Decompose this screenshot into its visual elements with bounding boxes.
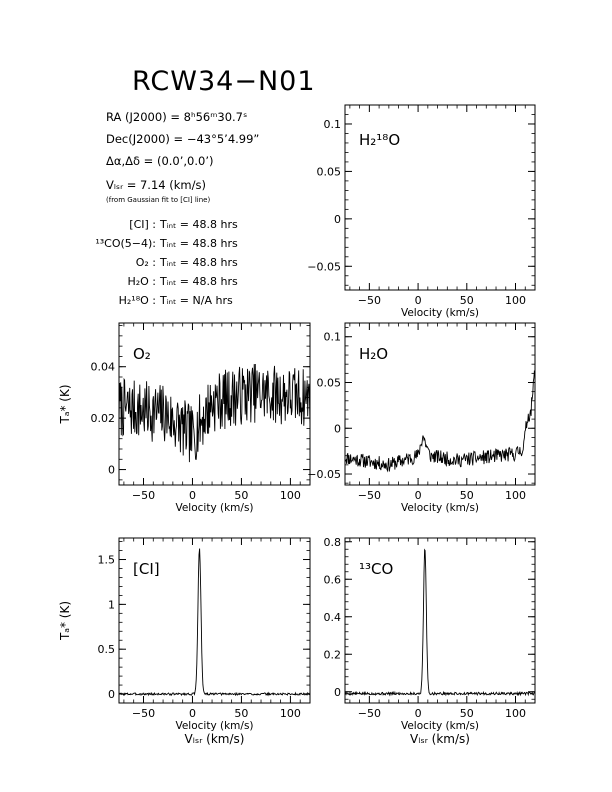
y-tick-label: 0.4 [323,610,341,624]
ra-readout: RA (J2000) = 8ʰ56ᵐ30.7ˢ [106,110,248,124]
x-tick-label: 50 [234,707,249,720]
x-tick-label: −50 [357,707,381,720]
y-tick-label: 0.04 [90,360,115,374]
x-tick-label: 100 [505,707,527,720]
x-tick-label: −50 [357,489,381,502]
x-tick-label: 50 [459,489,474,502]
x-tick-label: 0 [414,489,422,502]
y-tick-label: 0 [334,685,341,699]
y-tick-label: 0 [334,422,341,436]
species-label: O₂ [133,345,151,363]
dec-readout: Dec(J2000) = −43°5’4.99” [106,132,260,146]
y-tick-label: 0.2 [323,648,341,662]
y-tick-label: 0.5 [97,643,115,657]
x-tick-label: 0 [414,294,422,307]
y-tick-label: −0.05 [307,260,341,274]
vlsr-note: (from Gaussian fit to [CI] line) [106,196,211,204]
x-tick-label: −50 [131,707,156,720]
x-tick-label: 0 [188,489,196,502]
integration-time-value: Tᵢₙₜ = 48.8 hrs [160,256,238,269]
x-tick-label: 50 [459,707,474,720]
y-tick-label: 0.05 [316,376,341,390]
integration-time-value: Tᵢₙₜ = 48.8 hrs [160,275,238,288]
y-tick-label: 0 [108,463,115,477]
x-axis-label: Velocity (km/s) [175,720,254,732]
y-tick-label: 0 [334,212,341,226]
y-tick-label: 0 [108,688,115,702]
y-tick-label: 0.05 [316,165,341,179]
x-axis-label: Velocity (km/s) [175,502,254,514]
x-axis-label-vlsr: Vₗₛᵣ (km/s) [184,732,245,746]
integration-line-label: O₂ : [135,256,156,269]
species-label: ¹³CO [359,560,394,578]
species-label: H₂¹⁸O [359,131,401,149]
offset-readout: Δα,Δδ = (0.0’,0.0’) [106,154,214,168]
y-tick-label: 0.6 [323,573,341,587]
integration-line-label: [CI] : [129,218,156,231]
vlsr-readout: Vₗₛᵣ = 7.14 (km/s) [106,178,206,192]
integration-line-label: H₂O : [127,275,156,288]
integration-time-value: Tᵢₙₜ = 48.8 hrs [160,218,238,231]
x-axis-label: Velocity (km/s) [400,307,480,319]
y-axis-label: Tₐ* (K) [58,600,72,641]
x-tick-label: 100 [279,489,301,502]
y-tick-label: 1 [108,598,115,612]
y-tick-label: 0.02 [90,412,115,426]
x-axis-label: Velocity (km/s) [400,502,480,514]
x-tick-label: 50 [459,294,474,307]
page-title: RCW34−N01 [132,66,316,97]
x-axis-label: Velocity (km/s) [400,720,480,732]
x-tick-label: 0 [414,707,422,720]
x-tick-label: 50 [234,489,249,502]
x-tick-label: −50 [357,294,381,307]
integration-time-value: Tᵢₙₜ = N/A hrs [160,294,233,307]
y-tick-label: 0.1 [323,330,341,344]
integration-time-value: Tᵢₙₜ = 48.8 hrs [160,237,238,250]
y-tick-label: 0.8 [323,535,341,549]
species-label: H₂O [359,345,389,363]
x-axis-label-vlsr: Vₗₛᵣ (km/s) [410,732,470,746]
y-tick-label: 0.1 [323,117,341,131]
x-tick-label: 0 [188,707,196,720]
integration-line-label: ¹³CO(5−4): [95,237,156,250]
x-tick-label: 100 [505,489,527,502]
y-tick-label: 1.5 [97,553,115,567]
x-tick-label: 100 [505,294,527,307]
species-label: [CI] [133,560,160,578]
y-tick-label: −0.05 [307,468,341,482]
integration-line-label: H₂¹⁸O : [118,294,156,307]
x-tick-label: 100 [279,707,301,720]
y-axis-label: Tₐ* (K) [58,384,72,424]
x-tick-label: −50 [131,489,156,502]
